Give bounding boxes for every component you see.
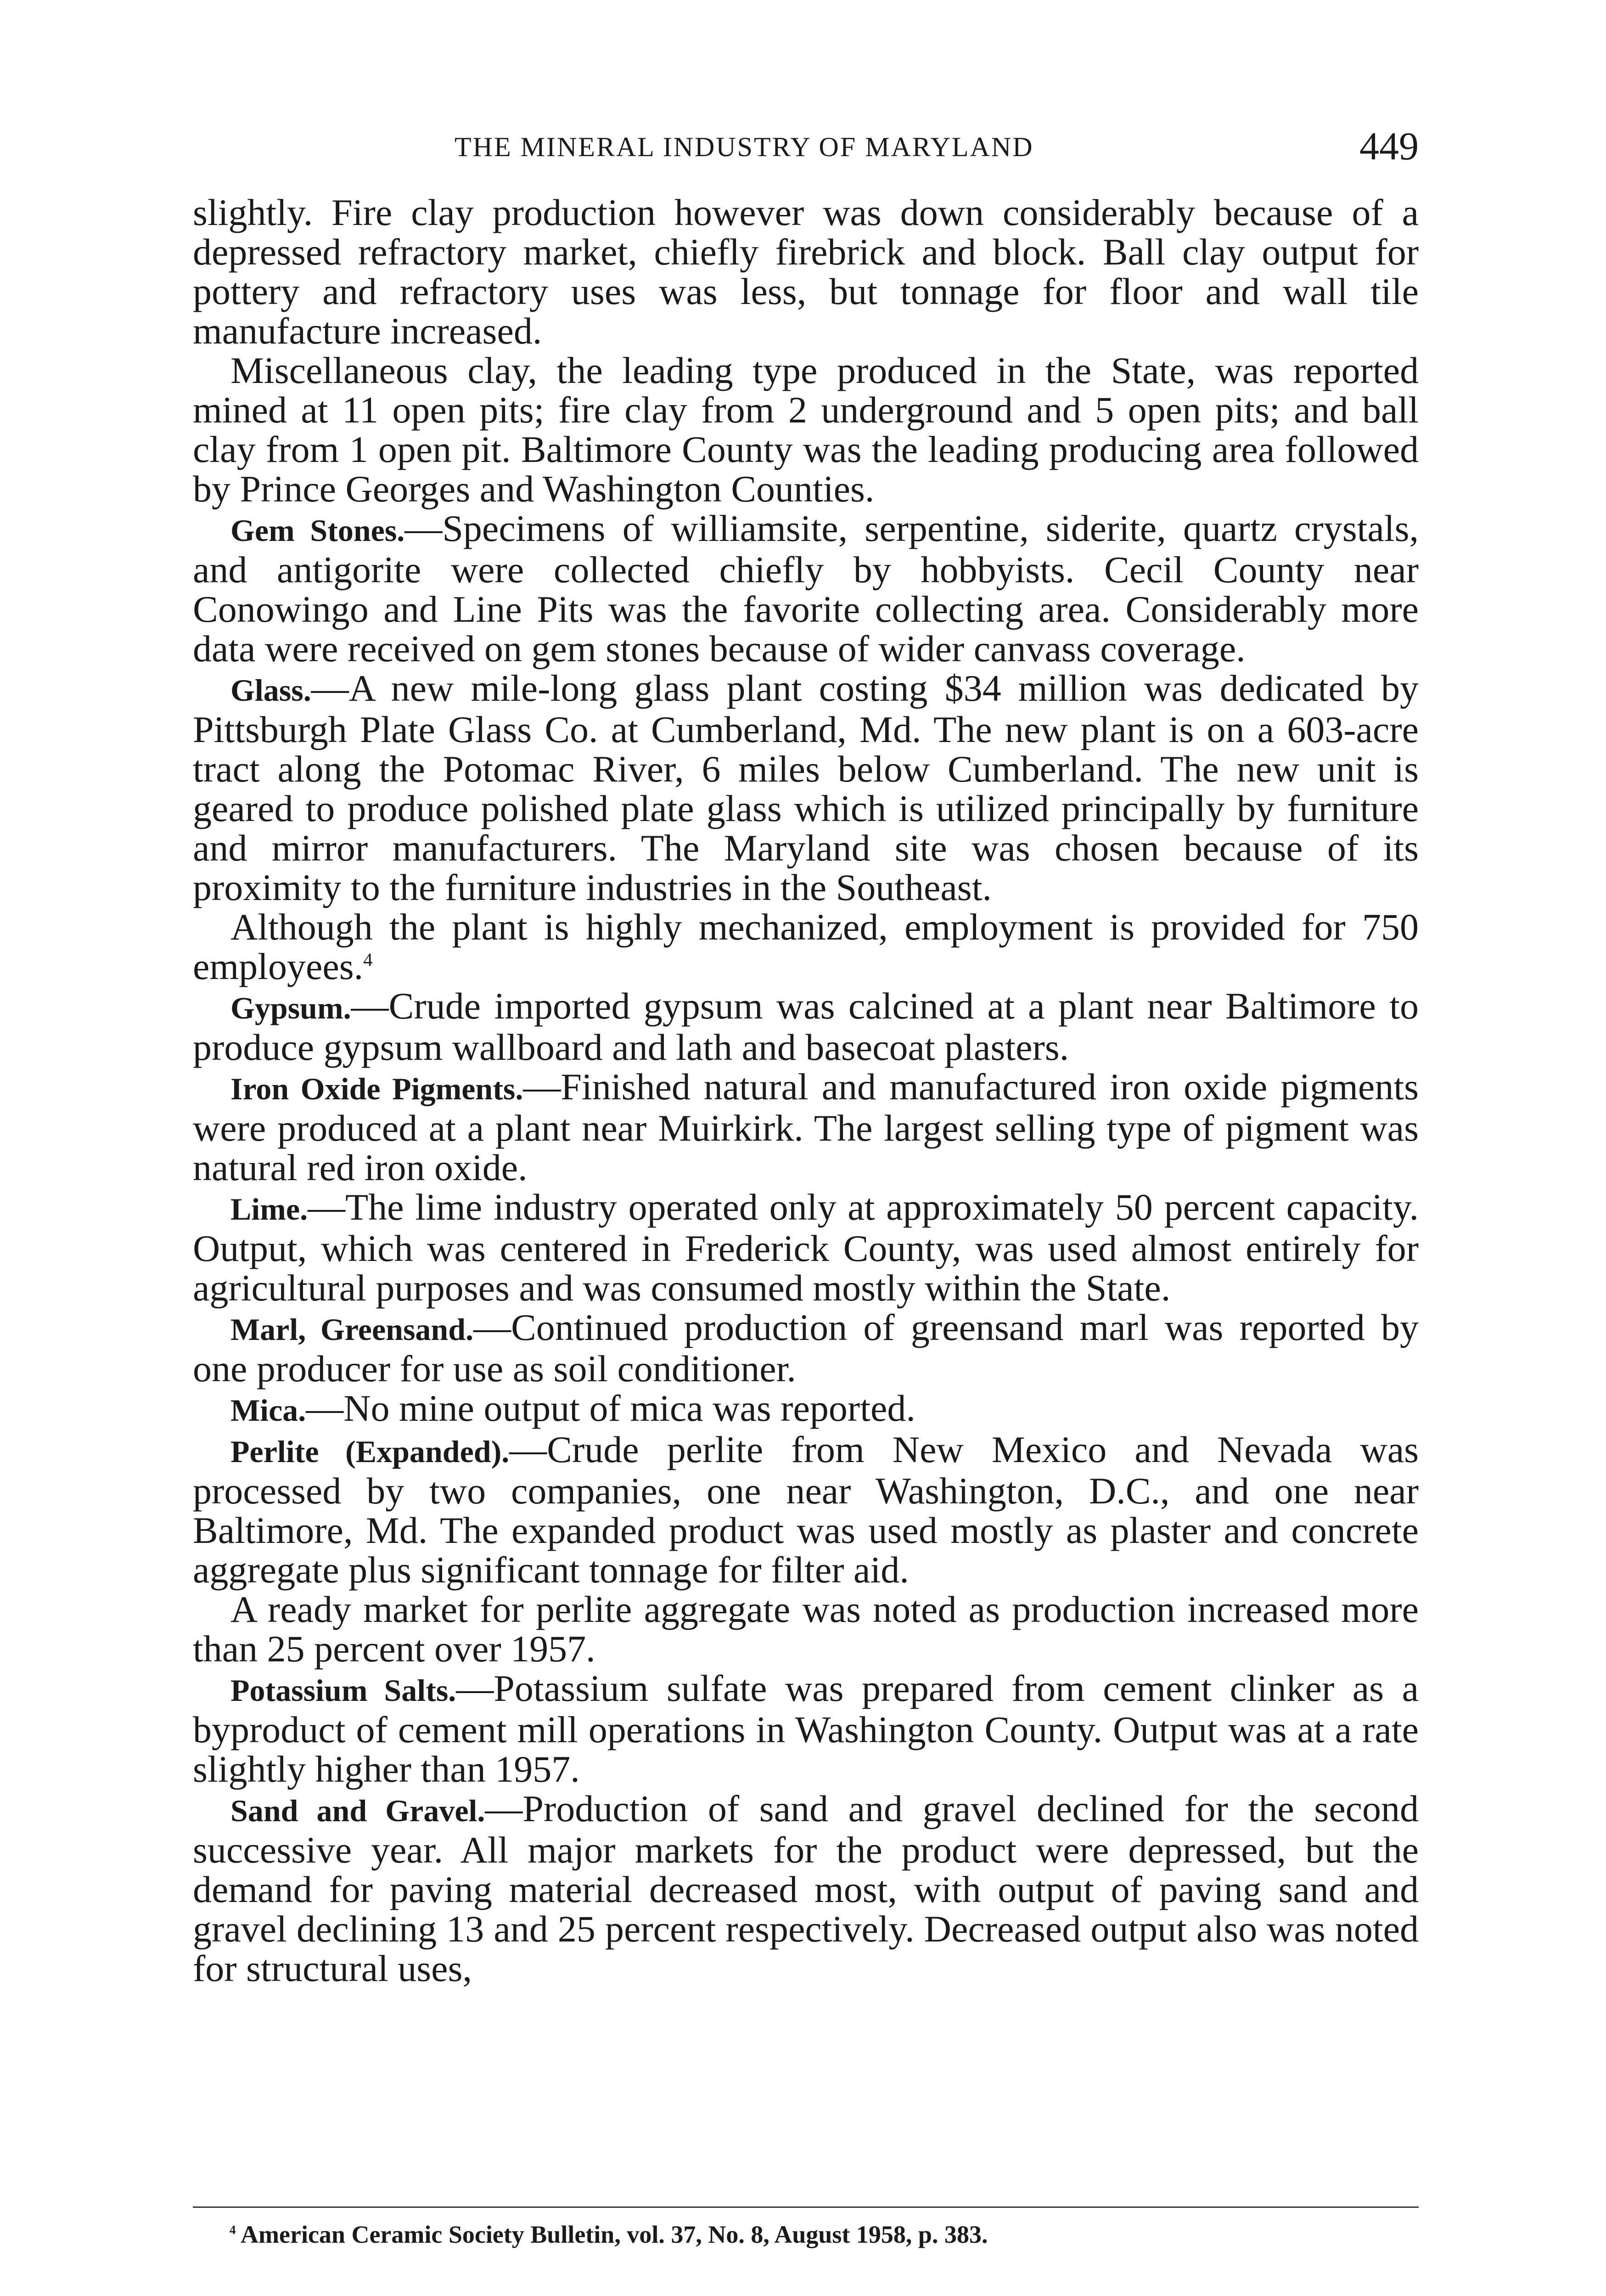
paragraph-iron-oxide: Iron Oxide Pigments.—Finished natural and manufactured iron oxide pigments were produced at a plant near Muirkirk. The largest selling type of pigment was natural red iron oxide. <box>193 1066 1419 1188</box>
section-heading: Sand and Gravel. <box>230 1793 485 1828</box>
paragraph-gypsum: Gypsum.—Crude imported gypsum was calcined at a plant near Baltimore to produce gypsum wallboard and lath and basecoat plasters. <box>193 985 1419 1068</box>
footnote-marker: 4 <box>230 2223 236 2237</box>
section-heading: Potassium Salts. <box>230 1673 456 1708</box>
running-head: THE MINERAL INDUSTRY OF MARYLAND <box>455 132 1034 162</box>
paragraph: slightly. Fire clay production however was down considerably because of a depressed refractory market, chiefly firebrick and block. Ball clay output for pottery and refractory uses was less, but tonnage for floor and wall tile manufacture increased. <box>193 191 1419 352</box>
body-text <box>193 193 1419 1988</box>
footnote-reference: 4 <box>363 949 373 970</box>
section-heading: Perlite (Expanded). <box>230 1434 510 1469</box>
paragraph: Miscellaneous clay, the leading type produced in the State, was reported mined at 11 open pits; fire clay from 2 underground and 5 open pits; and ball clay from 1 open pit. Baltimore County was the leading producing area followed by Prince Georges and Washington Counties. <box>193 349 1419 510</box>
footnote <box>230 2220 1423 2249</box>
paragraph: Although the plant is highly mechanized, employment is provided for 750 employees.$^4$ <box>193 906 1419 987</box>
paragraph-marl: Marl, Greensand.—Continued production of greensand marl was reported by one producer for use as soil conditioner. <box>193 1306 1419 1390</box>
page-header <box>197 123 1419 174</box>
paragraph-glass: Glass.—A new mile-long glass plant costing $34 million was dedicated by Pittsburgh Plate Glass Co. at Cumberland, Md. The new plant is on a 603-acre tract along the Potomac River, 6 miles below Cumberland. The new unit is geared to produce polished plate glass which is utilized principally by furniture and mirror manufacturers. The Maryland site was chosen because of its proximity to the furniture industries in the Southeast. <box>193 667 1419 908</box>
paragraph-mica: Mica.—No mine output of mica was reported. <box>230 1387 915 1429</box>
paragraph-sand-gravel: Sand and Gravel.—Production of sand and gravel declined for the second successive year. All major markets for the product were depressed, but the demand for paving material decreased most, with output of paving sand and gravel declining 13 and 25 percent respectively. Decreased output also was noted for structural uses, <box>193 1788 1419 1989</box>
footnote-text: American Ceramic Society Bulletin, vol. 37, No. 8, August 1958, p. 383. <box>241 2221 988 2248</box>
section-heading: Mica. <box>230 1393 306 1428</box>
paragraph-potassium: Potassium Salts.—Potassium sulfate was prepared from cement clinker as a byproduct of cement mill operations in Washington County. Output was at a rate slightly higher than 1957. <box>193 1667 1419 1790</box>
section-heading: Gem Stones. <box>230 513 405 548</box>
paragraph-perlite: Perlite (Expanded).—Crude perlite from New Mexico and Nevada was processed by two companies, one near Washington, D.C., and one near Baltimore, Md. The expanded product was used mostly as plaster and concrete aggregate plus significant tonnage for filter aid. <box>193 1429 1419 1591</box>
paragraph-lime: Lime.—The lime industry operated only at approximately 50 percent capacity. Output, which was centered in Frederick County, was used almost entirely for agricultural purposes and was consumed mostly within the State. <box>193 1186 1419 1309</box>
section-heading: Lime. <box>230 1192 308 1227</box>
paragraph-gem-stones: Gem Stones.—Specimens of williamsite, serpentine, siderite, quartz crystals, and antigorite were collected chiefly by hobbyists. Cecil County near Conowingo and Line Pits was the favorite collecting area. Considerably more data were received on gem stones because of wider canvass coverage. <box>193 507 1419 670</box>
section-heading: Iron Oxide Pigments. <box>230 1071 523 1106</box>
page-number: 449 <box>1359 124 1419 168</box>
footnote-rule <box>193 2206 1419 2208</box>
section-heading: Gypsum. <box>230 990 351 1025</box>
section-heading: Marl, Greensand. <box>230 1312 474 1347</box>
paragraph: A ready market for perlite aggregate was noted as production increased more than 25 percent over 1957. <box>193 1588 1419 1670</box>
section-heading: Glass. <box>230 673 311 708</box>
